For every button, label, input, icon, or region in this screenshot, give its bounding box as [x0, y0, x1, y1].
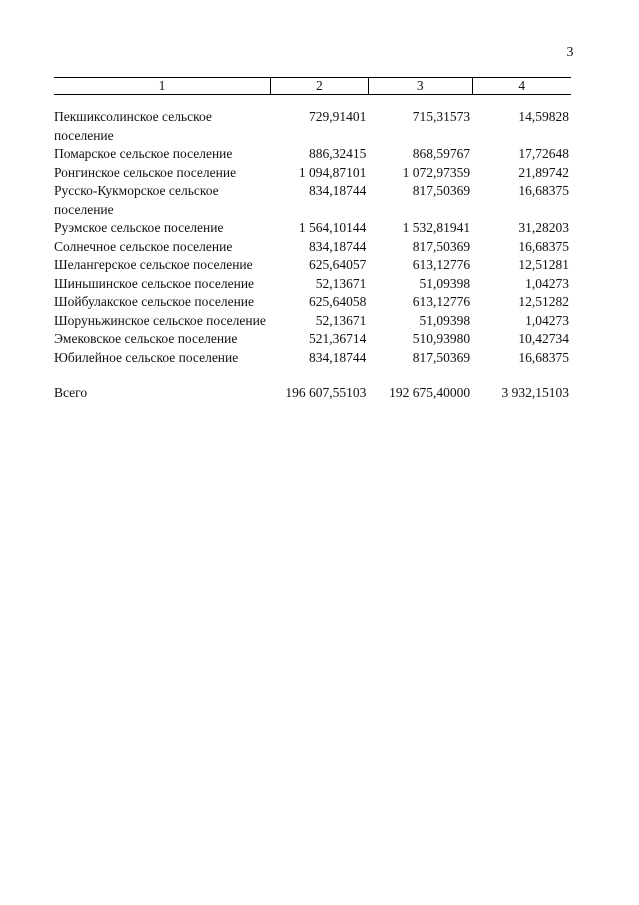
table-row — [54, 256, 571, 275]
value-col-3: 817,50369 — [412, 183, 471, 198]
value-col-2: 625,64057 — [308, 257, 367, 272]
value-col-4: 31,28203 — [518, 220, 569, 235]
table-row — [54, 312, 571, 331]
value-col-4: 1,04273 — [525, 275, 569, 291]
value-col-2: 52,13671 — [315, 275, 367, 291]
value-col-4: 17,72648 — [518, 146, 569, 161]
value-col-4: 16,68375 — [518, 349, 569, 365]
settlement-name: Шелангерское сельское поселение — [54, 257, 253, 272]
value-col-4: 14,59828 — [518, 109, 569, 124]
total-col-4: 3 932,15103 — [501, 385, 569, 400]
value-col-4: 16,68375 — [518, 238, 569, 254]
value-col-3: 1 072,97359 — [402, 164, 471, 180]
value-col-2: 625,64058 — [308, 294, 367, 309]
value-col-3: 51,09398 — [419, 312, 471, 328]
settlement-name: Русско-Кукморское сельское поселение — [54, 183, 219, 217]
allocation-table — [54, 77, 571, 403]
table-row — [54, 219, 571, 238]
value-col-2: 52,13671 — [315, 312, 367, 328]
settlement-name: Солнечное сельское поселение — [54, 238, 233, 254]
total-label: Всего — [54, 385, 88, 400]
value-col-2: 834,18744 — [308, 183, 367, 198]
column-header-3: 3 — [368, 78, 472, 95]
settlement-name: Шоруньжинское сельское поселение — [54, 312, 266, 328]
value-col-2: 834,18744 — [308, 349, 367, 365]
table-row — [54, 275, 571, 294]
settlement-name: Юбилейное сельское поселение — [54, 349, 239, 365]
column-header-1: 1 — [54, 78, 270, 95]
value-col-2: 1 094,87101 — [298, 164, 367, 180]
table-row — [54, 182, 571, 219]
value-col-2: 521,36714 — [308, 331, 367, 346]
settlement-name: Эмековское сельское поселение — [54, 331, 238, 346]
settlement-name: Пекшиксолинское сельское поселение — [54, 109, 212, 143]
value-col-3: 613,12776 — [412, 257, 471, 272]
total-col-2: 196 607,55103 — [285, 385, 367, 400]
column-header-4: 4 — [472, 78, 571, 95]
table-row — [54, 349, 571, 368]
value-col-3: 1 532,81941 — [402, 220, 471, 235]
settlement-name: Шойбулакское сельское поселение — [54, 294, 255, 309]
value-col-2: 834,18744 — [308, 238, 367, 254]
table-header-row — [54, 78, 571, 95]
value-col-4: 1,04273 — [525, 312, 569, 328]
settlement-name: Шиньшинское сельское поселение — [54, 275, 255, 291]
value-col-4: 12,51281 — [518, 257, 569, 272]
settlement-name: Помарское сельское поселение — [54, 146, 233, 161]
value-col-4: 16,68375 — [518, 183, 569, 198]
settlement-name: Руэмское сельское поселение — [54, 220, 224, 235]
settlement-name: Ронгинское сельское поселение — [54, 164, 237, 180]
page-number: 3 — [566, 45, 574, 60]
value-col-3: 817,50369 — [412, 349, 471, 365]
value-col-3: 715,31573 — [412, 109, 471, 124]
value-col-2: 1 564,10144 — [298, 220, 367, 235]
table-row — [54, 164, 571, 183]
value-col-4: 12,51282 — [518, 294, 569, 309]
table-row — [54, 293, 571, 312]
total-row — [54, 384, 571, 403]
column-header-2: 2 — [270, 78, 368, 95]
table-row — [54, 145, 571, 164]
value-col-3: 868,59767 — [412, 146, 471, 161]
table-row — [54, 108, 571, 145]
value-col-4: 10,42734 — [518, 331, 569, 346]
table-row — [54, 330, 571, 349]
value-col-3: 613,12776 — [412, 294, 471, 309]
total-col-3: 192 675,40000 — [389, 385, 471, 400]
value-col-3: 510,93980 — [412, 331, 471, 346]
table-row — [54, 238, 571, 257]
value-col-2: 886,32415 — [308, 146, 367, 161]
value-col-3: 51,09398 — [419, 275, 471, 291]
value-col-4: 21,89742 — [518, 164, 569, 180]
value-col-2: 729,91401 — [308, 109, 367, 124]
value-col-3: 817,50369 — [412, 238, 471, 254]
